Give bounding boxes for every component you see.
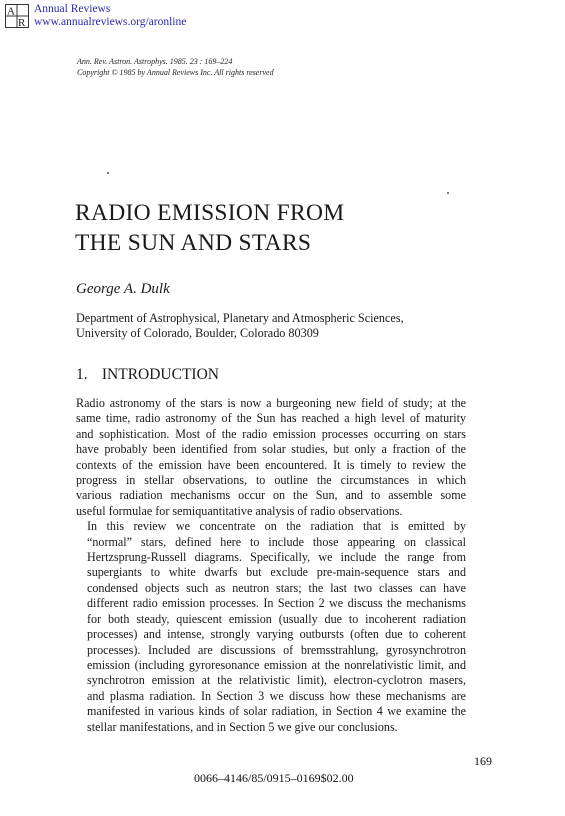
publisher-name-link[interactable]: Annual Reviews [34, 3, 111, 15]
article-title-line: THE SUN AND STARS [75, 230, 312, 256]
text-line: and plasma radiation. In Section 3 we discuss how these mechanisms are [87, 688, 466, 703]
author-affiliation [76, 311, 404, 341]
text-line: have probably been identified from solar studies, but only a fraction of the [76, 442, 466, 457]
text-line: synchrotron emission at the relativistic limit), electron-cyclotron masers, [87, 673, 466, 688]
section-title: INTRODUCTION [101, 366, 219, 383]
author-name: George A. Dulk [76, 281, 170, 297]
svg-text:A: A [7, 5, 15, 18]
footer-code: 0066–4146/85/0915–0169$02.00 [194, 771, 354, 785]
text-line: processes) and intense, strongly varying outbursts (often due to coherent [87, 627, 466, 642]
text-line: condensed objects such as neutron stars; the last two classes can have [87, 580, 466, 595]
text-line: supergiants to white dwarfs but exclude pre-main-sequence stars and [87, 565, 466, 580]
text-line: and sophistication. Most of the radio emission processes occurring on stars [76, 426, 466, 441]
text-line: Radio astronomy of the stars is now a burgeoning new field of study; at the [76, 396, 466, 410]
scan-speck [447, 192, 449, 194]
text-line: contexts of the emission have been encountered. It is timely to review the [76, 457, 466, 472]
section-number: 1. [76, 366, 88, 383]
text-line: manifested in various kinds of solar radiation, in Section 4 we examine the [87, 704, 466, 719]
text-line: emission (including gyroresonance emission at the nonrelativistic limit, and [87, 657, 466, 672]
text-line: progress in stellar observations, to outline the circumstances in which [76, 473, 466, 488]
svg-text:R: R [18, 17, 26, 28]
article-title [75, 198, 344, 258]
annual-reviews-logo-icon [5, 4, 29, 28]
affiliation-line: University of Colorado, Boulder, Colorado 80309 [76, 326, 319, 340]
text-line: same time, radio astronomy of the Sun has reached a high level of maturity [76, 411, 466, 426]
article-title-line: RADIO EMISSION FROM [75, 200, 345, 226]
text-line: Hertzsprung-Russell diagrams. Specifically, we include the range from [87, 550, 466, 565]
text-line: different radio emission processes. In Section 2 we discuss the mechanisms [87, 596, 466, 611]
text-line: In this review we concentrate on the radiation that is emitted by [87, 519, 466, 534]
paragraph [76, 396, 466, 519]
page-number: 169 [474, 754, 492, 768]
body-text [76, 396, 466, 735]
copyright-line: Copyright © 1985 by Annual Reviews Inc. All rights reserved [77, 68, 274, 77]
publisher-url-link[interactable]: www.annualreviews.org/aronline [34, 16, 187, 28]
scan-speck [107, 172, 109, 174]
text-line: for both steady, quiescent emission (usually due to incoherent radiation [87, 611, 466, 626]
text-line: processes). Included are discussions of bremsstrahlung, gyrosynchrotron [87, 642, 466, 657]
text-line: various radiation mechanisms occur on the Sun, and to assemble some [76, 488, 466, 503]
text-line: useful formulae for semiquantitative analysis of radio observations. [76, 503, 403, 518]
text-line: “normal” stars, defined here to include those appearing on classical [87, 534, 466, 549]
citation-line: Ann. Rev. Astron. Astrophys. 1985. 23 : 169–224 [77, 57, 233, 66]
paragraph [76, 519, 466, 735]
section-heading [76, 366, 219, 384]
text-line: stellar manifestations, and in Section 5 we give our conclusions. [87, 719, 398, 734]
affiliation-line: Department of Astrophysical, Planetary and Atmospheric Sciences, [76, 311, 404, 325]
